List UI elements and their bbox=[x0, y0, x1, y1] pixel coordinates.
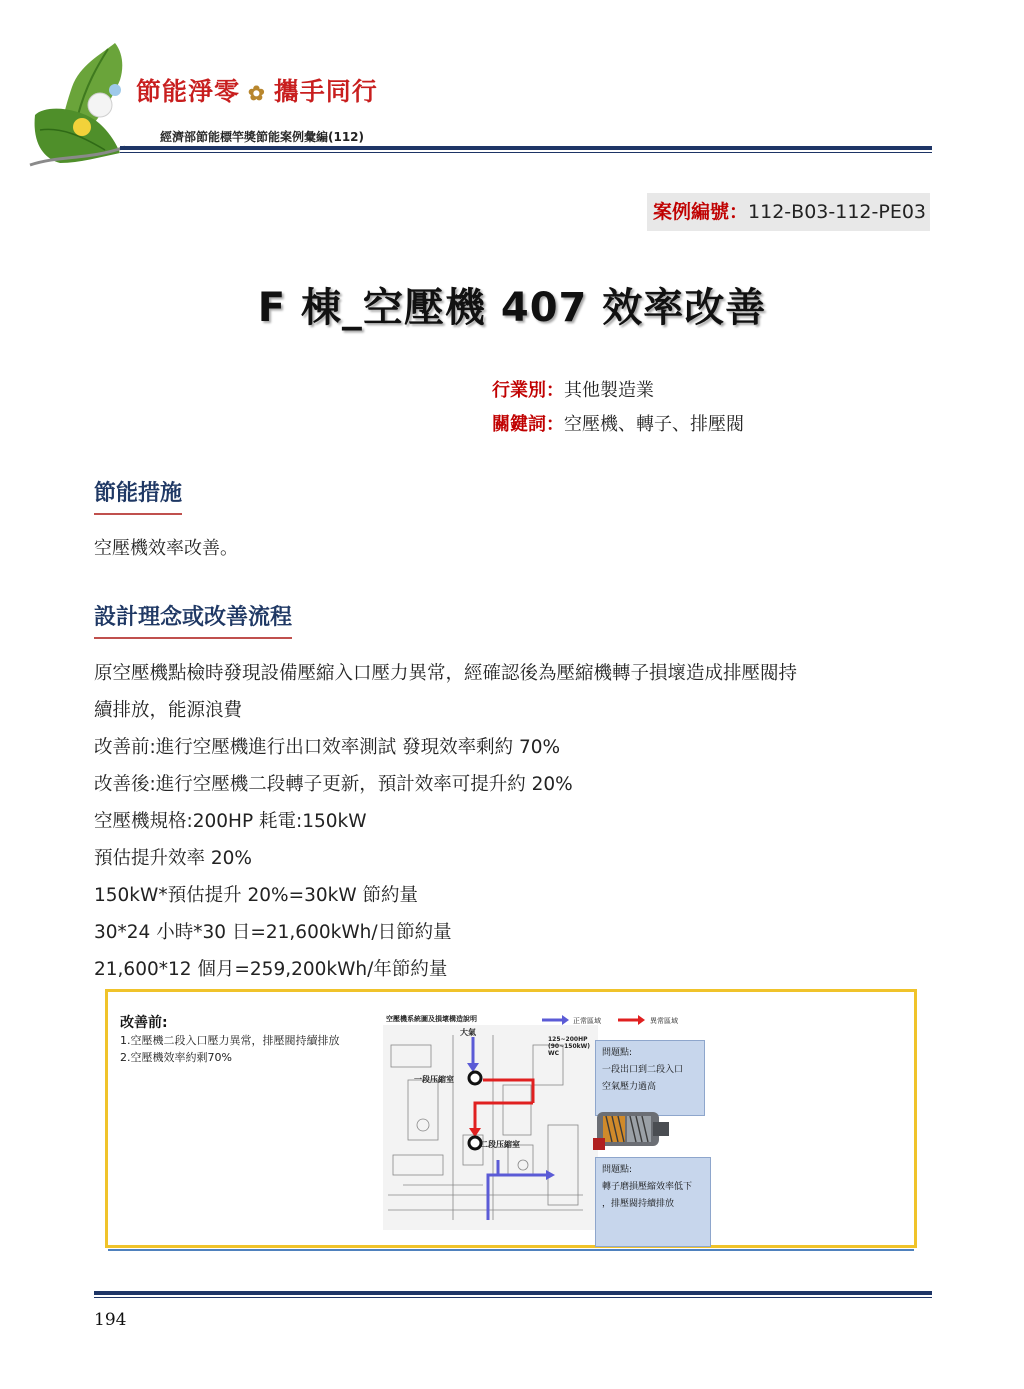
page-number: 194 bbox=[94, 1310, 127, 1330]
spec-line: WC bbox=[548, 1050, 560, 1057]
legend-abnormal: 異常區域 bbox=[650, 1017, 678, 1025]
header-divider-thin bbox=[120, 152, 932, 153]
design-paragraph bbox=[94, 655, 934, 988]
footer-divider-thin bbox=[94, 1297, 932, 1298]
callout-line: 空氣壓力過高 bbox=[602, 1082, 657, 1092]
callout-line: 轉子磨損壓縮效率低下 bbox=[602, 1182, 693, 1192]
design-line: 空壓機規格:200HP 耗電:150kW bbox=[94, 811, 367, 832]
callout-title: 問題點: bbox=[602, 1165, 633, 1175]
spec-line: 125~200HP bbox=[548, 1036, 588, 1043]
before-note-1: 1.空壓機二段入口壓力異常，排壓閥持續排放 bbox=[120, 1034, 340, 1047]
atmosphere-label: 大氣 bbox=[460, 1028, 476, 1037]
book-title: 經濟部節能標竿獎節能案例彙編(112) bbox=[160, 130, 365, 144]
page-header bbox=[0, 0, 1024, 190]
compressor-spec bbox=[548, 1036, 590, 1057]
callout-line: ，排壓閥持續排放 bbox=[602, 1199, 675, 1209]
keywords-label: 關鍵詞： bbox=[492, 414, 564, 435]
legend-normal: 正常區域 bbox=[573, 1017, 601, 1025]
slogan-right: 攜手同行 bbox=[273, 77, 378, 106]
header-divider bbox=[120, 146, 932, 150]
industry-label: 行業別： bbox=[492, 380, 564, 401]
design-line: 21,600*12 個月=259,200kWh/年節約量 bbox=[94, 959, 448, 980]
abnormal-arrow-icon bbox=[616, 1014, 646, 1026]
industry-value: 其他製造業 bbox=[564, 380, 654, 401]
diagram-caption: 空壓機系統圖及損壞構造說明 bbox=[386, 1015, 477, 1023]
rotor-image bbox=[593, 1102, 671, 1157]
figure-bottom-rule bbox=[108, 1249, 914, 1251]
measures-heading: 節能措施 bbox=[94, 476, 182, 515]
keywords-value: 空壓機、轉子、排壓閥 bbox=[564, 414, 744, 435]
problem-callout-2 bbox=[595, 1157, 711, 1247]
flower-icon: ✿ bbox=[240, 81, 274, 105]
slogan-left: 節能淨零 bbox=[136, 77, 241, 106]
design-line: 30*24 小時*30 日=21,600kWh/日節約量 bbox=[94, 922, 452, 943]
stage2-chamber-label: 二段压縮室 bbox=[480, 1140, 520, 1149]
callout-title: 問題點: bbox=[602, 1048, 633, 1058]
spec-line: (90~150kW) bbox=[548, 1043, 590, 1050]
case-id-label: 案例編號： bbox=[653, 201, 749, 223]
footer-divider bbox=[94, 1291, 932, 1295]
case-id-value: 112-B03-112-PE03 bbox=[748, 201, 926, 223]
case-id-box bbox=[647, 193, 930, 231]
design-line: 改善後:進行空壓機二段轉子更新，預計效率可提升約 20% bbox=[94, 774, 573, 795]
header-slogan bbox=[136, 72, 378, 108]
page-title: F 棟_空壓機 407 效率改善 bbox=[257, 285, 767, 331]
design-line: 原空壓機點檢時發現設備壓縮入口壓力異常，經確認後為壓縮機轉子損壞造成排壓閥持 bbox=[94, 663, 798, 684]
design-line: 預估提升效率 20% bbox=[94, 848, 253, 869]
design-heading: 設計理念或改善流程 bbox=[94, 600, 292, 639]
design-line: 改善前:進行空壓機進行出口效率測試 發現效率剩約 70% bbox=[94, 737, 561, 758]
callout-line: 一段出口到二段入口 bbox=[602, 1065, 684, 1075]
industry-row bbox=[492, 376, 654, 402]
measures-text: 空壓機效率改善。 bbox=[94, 538, 238, 559]
design-line: 續排放，能源浪費 bbox=[94, 700, 243, 721]
keywords-row bbox=[492, 410, 744, 436]
stage1-chamber-label: 一段压縮室 bbox=[414, 1075, 454, 1084]
taiwan-leaf-logo bbox=[20, 35, 150, 185]
design-line: 150kW*預估提升 20%=30kW 節約量 bbox=[94, 885, 418, 906]
before-title: 改善前: bbox=[120, 1015, 168, 1031]
before-improvement-figure bbox=[105, 989, 917, 1248]
before-note-2: 2.空壓機效率約剩70% bbox=[120, 1051, 232, 1064]
